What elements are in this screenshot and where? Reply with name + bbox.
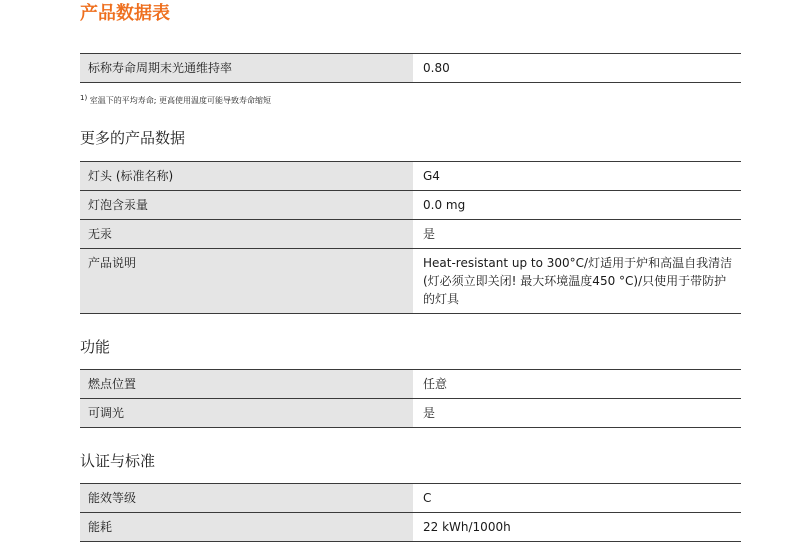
section-heading-more-product-data: 更多的产品数据 — [80, 129, 186, 147]
table-row — [80, 162, 741, 191]
row-label: 灯头 (标准名称) — [80, 162, 413, 190]
row-label: 能耗 — [80, 513, 413, 541]
features-table — [80, 369, 741, 428]
row-label: 标称寿命周期末光通维持率 — [80, 54, 413, 82]
page-title: 产品数据表 — [80, 3, 170, 24]
row-value: 是 — [413, 399, 741, 427]
more-product-data-table — [80, 161, 741, 314]
table-row — [80, 370, 741, 399]
section-heading-certifications: 认证与标准 — [80, 452, 156, 470]
table-row — [80, 399, 741, 428]
row-label: 灯泡含汞量 — [80, 191, 413, 219]
table-row — [80, 54, 741, 83]
row-label: 产品说明 — [80, 249, 413, 313]
row-value: 是 — [413, 220, 741, 248]
row-value: C — [413, 484, 741, 512]
table-row — [80, 191, 741, 220]
row-label: 可调光 — [80, 399, 413, 427]
table-row — [80, 513, 741, 542]
row-value: G4 — [413, 162, 741, 190]
row-label: 能效等级 — [80, 484, 413, 512]
row-label: 无汞 — [80, 220, 413, 248]
row-value: 任意 — [413, 370, 741, 398]
row-value: 0.80 — [413, 54, 741, 82]
certifications-table — [80, 483, 741, 542]
table-row — [80, 249, 741, 314]
row-value: 0.0 mg — [413, 191, 741, 219]
row-label: 燃点位置 — [80, 370, 413, 398]
table-row — [80, 484, 741, 513]
section-heading-features: 功能 — [80, 338, 111, 356]
lifetime-table — [80, 53, 741, 83]
footnote — [80, 92, 271, 107]
row-value: 22 kWh/1000h — [413, 513, 741, 541]
footnote-marker: 1) — [80, 94, 88, 102]
table-row — [80, 220, 741, 249]
footnote-text: 室温下的平均寿命; 更高使用温度可能导致寿命缩短 — [89, 96, 271, 105]
row-value: Heat-resistant up to 300°C/灯适用于炉和高温自我清洁 (灯必须立即关闭! 最大环境温度450 °C)/只使用于带防护的灯具 — [413, 249, 741, 313]
